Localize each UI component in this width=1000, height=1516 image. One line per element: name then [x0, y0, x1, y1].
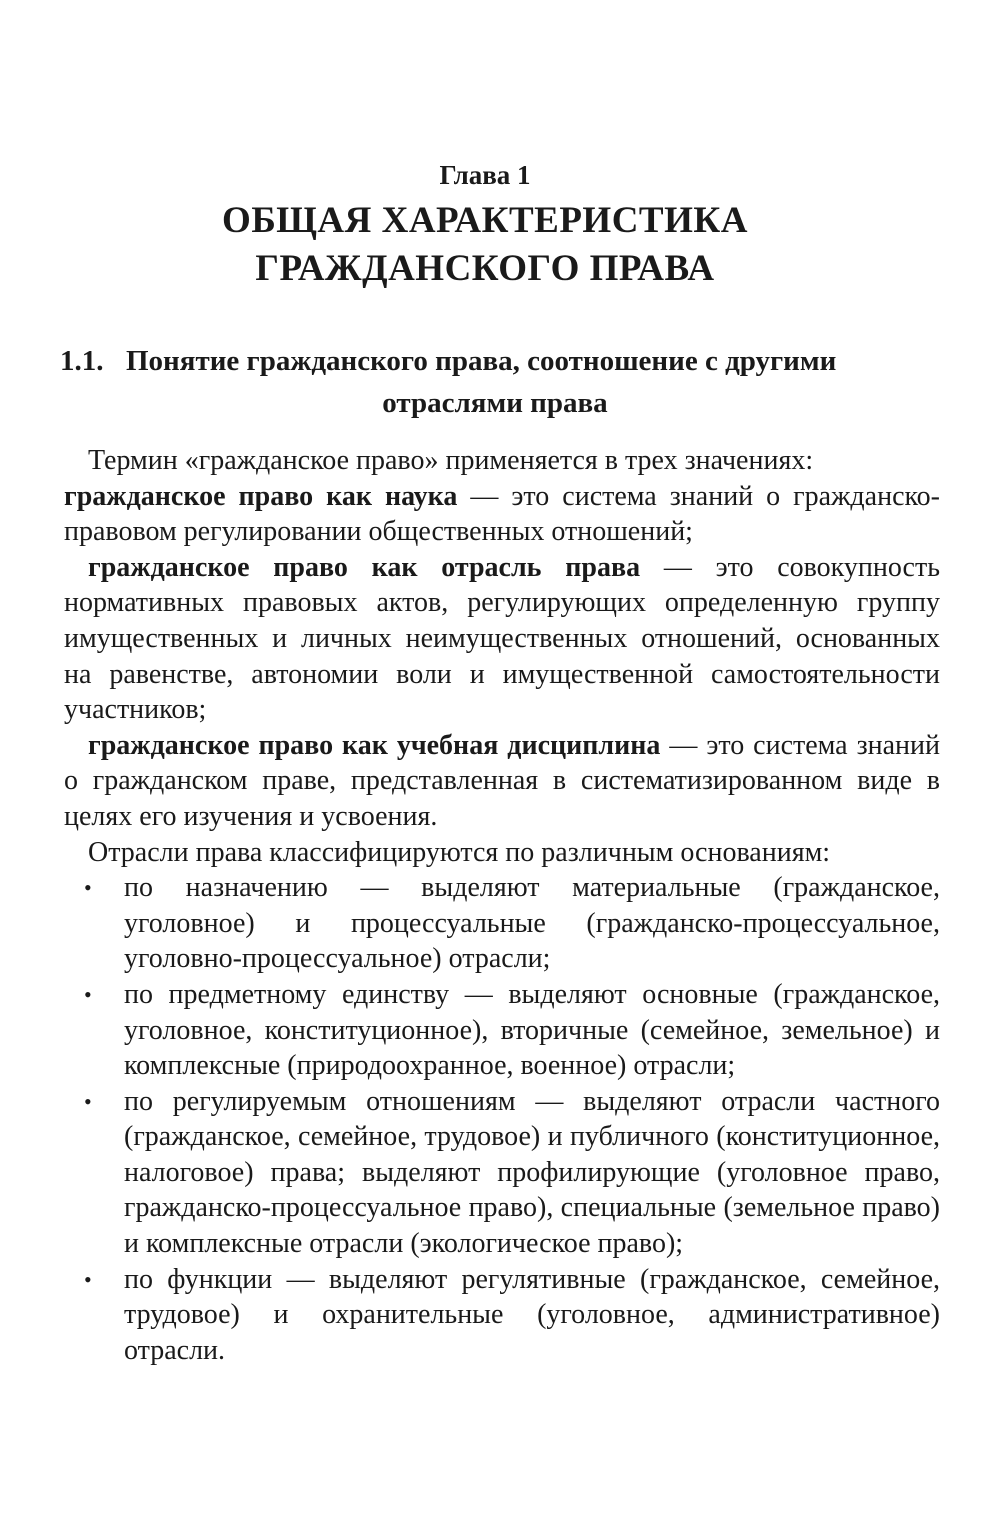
classification-list [64, 870, 940, 1368]
section-heading [60, 340, 950, 424]
chapter-label: Глава 1 [439, 160, 531, 190]
chapter-title [0, 197, 970, 293]
intro-paragraph: Термин «гражданское право» применяется в трех значениях: [88, 445, 814, 476]
section-title-line2: отраслями права [382, 387, 608, 419]
list-item [64, 977, 940, 1084]
body-text [64, 443, 940, 1368]
meaning-term: гражданское право как отрасль права [88, 551, 641, 583]
meaning-paragraph [64, 728, 940, 835]
meaning-text: — это система знаний о гражданско-правовом регулировании общественных отношений; [64, 480, 941, 548]
list-item-text: по регулируемым отношениям — выделяют отрасли частного (гражданское, семейное, трудовое) и публичного (конституционное, налоговое) права; выделяют профилирующие (уголовное право, гражданско-процессуальное право), специальные (земельное право) и комплексные отрасли (экологическое право); [124, 1085, 940, 1260]
bullet-icon: • [84, 875, 92, 901]
list-item [64, 870, 940, 977]
bullet-icon: • [84, 981, 92, 1007]
section-heading-line1 [60, 340, 950, 382]
section-title-line1: Понятие гражданского права, соотношение с другими [126, 345, 837, 377]
meaning-paragraph [64, 479, 940, 550]
list-item [64, 1084, 940, 1262]
list-item-text: по предметному единству — выделяют основные (гражданское, уголовное, конституционное), вторичные (семейное, земельное) и комплексные (природоохранное, военное) отрасли; [124, 978, 940, 1082]
meaning-term: гражданское право как учебная дисциплина [88, 729, 661, 761]
list-item-text: по назначению — выделяют материальные (гражданское, уголовное) и процессуальные (гражданско-процессуальное, уголовно-процессуальное) отрасли; [124, 872, 940, 975]
classification-intro: Отрасли права классифицируются по различным основаниям: [88, 836, 831, 868]
list-item [64, 1262, 940, 1369]
bullet-icon: • [84, 1088, 92, 1114]
meaning-paragraph [64, 550, 940, 728]
chapter-title-line1: ОБЩАЯ ХАРАКТЕРИСТИКА [222, 200, 748, 241]
meaning-text: — это система знаний о гражданском праве, представленная в систематизированном виде в целях его изучения и усвоения. [64, 729, 940, 832]
section-number: 1.1. [60, 345, 104, 377]
chapter-title-line2: ГРАЖДАНСКОГО ПРАВА [255, 248, 715, 289]
bullet-icon: • [84, 1266, 92, 1292]
meaning-term: гражданское право как наука [64, 480, 458, 512]
meaning-text: — это совокупность нормативных правовых актов, регулирующих определенную группу имущественных и личных неимущественных отношений, основанных на равенстве, автономии воли и имущественной самостоятельности участников; [64, 551, 940, 726]
list-item-text: по функции — выделяют регулятивные (гражданское, семейное, трудовое) и охранительные (уголовное, административное) отрасли. [124, 1263, 940, 1366]
